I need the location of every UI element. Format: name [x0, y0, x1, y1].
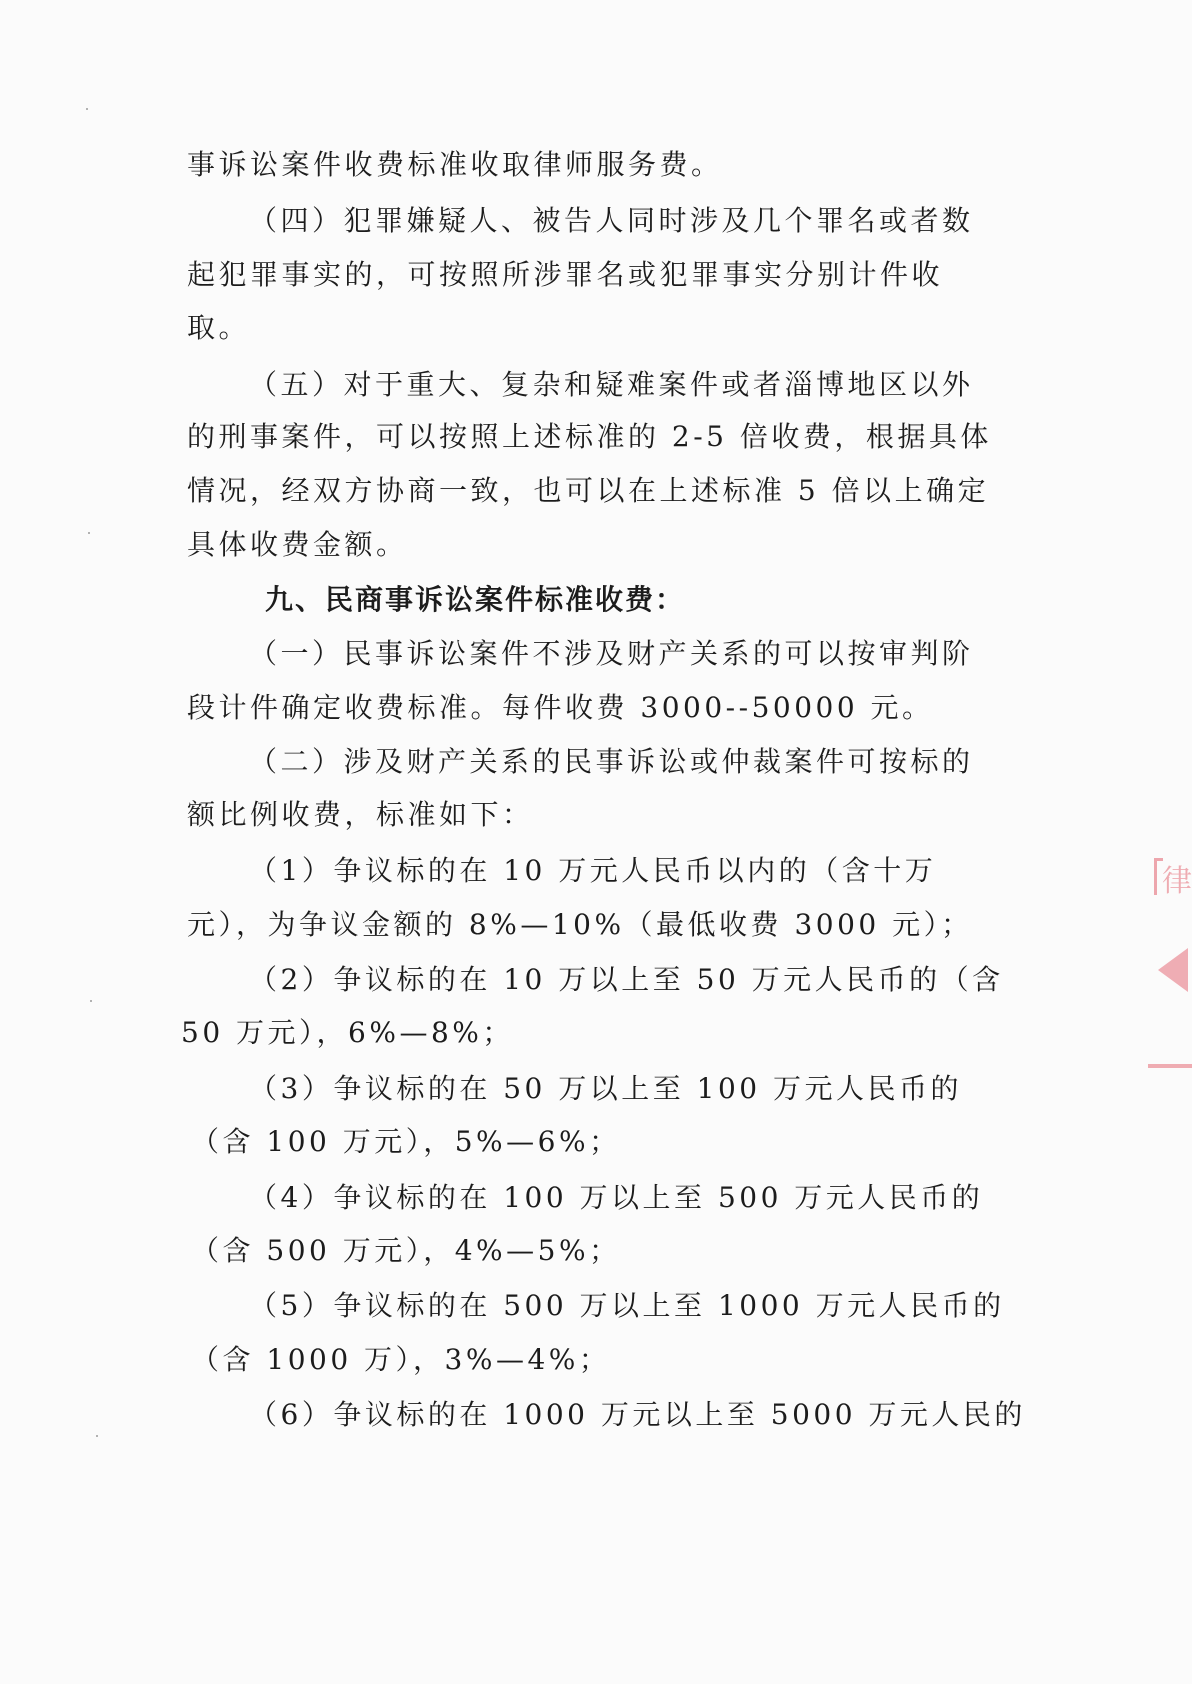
text-line: 事诉讼案件收费标准收取律师服务费。 — [187, 148, 723, 181]
list-item: （6）争议标的在 1000 万元以上至 5000 万元人民的 — [249, 1398, 1026, 1431]
text-line: 元），为争议金额的 8%—10%（最低收费 3000 元）； — [187, 908, 973, 941]
text-line: 取。 — [187, 311, 251, 344]
list-item: （4）争议标的在 100 万以上至 500 万元人民币的 — [249, 1181, 984, 1214]
text-line: （一）民事诉讼案件不涉及财产关系的可以按审判阶 — [249, 637, 974, 670]
text-line: 段计件确定收费标准。每件收费 3000--50000 元。 — [187, 691, 934, 724]
list-item: （1）争议标的在 10 万元人民币以内的（含十万 — [249, 854, 937, 887]
text-line: （四）犯罪嫌疑人、被告人同时涉及几个罪名或者数 — [249, 204, 974, 237]
list-item: （5）争议标的在 500 万以上至 1000 万元人民币的 — [249, 1289, 1005, 1322]
text-line: （五）对于重大、复杂和疑难案件或者淄博地区以外 — [249, 368, 974, 401]
text-line: （含 100 万元），5%—6%； — [191, 1125, 621, 1158]
text-line: 额比例收费，标准如下： — [187, 798, 534, 831]
text-line: （含 1000 万），3%—4%； — [191, 1343, 611, 1376]
seal-star-icon — [1158, 948, 1188, 992]
text-line: 具体收费金额。 — [187, 528, 408, 561]
text-line: 的刑事案件，可以按照上述标准的 2-5 倍收费，根据具体 — [187, 420, 992, 453]
section-heading: 九、民商事诉讼案件标准收费： — [265, 583, 686, 616]
list-item: （3）争议标的在 50 万以上至 100 万元人民币的 — [249, 1072, 962, 1105]
scan-speck — [96, 1435, 98, 1437]
red-seal-fragment — [1148, 838, 1192, 1078]
text-line: 情况，经双方协商一致，也可以在上述标准 5 倍以上确定 — [187, 474, 990, 507]
text-line: 起犯罪事实的，可按照所涉罪名或犯罪事实分别计件收 — [187, 258, 944, 291]
text-line: 50 万元），6%—8%； — [181, 1016, 514, 1049]
scan-speck — [88, 532, 90, 534]
list-item: （2）争议标的在 10 万以上至 50 万元人民币的（含 — [249, 963, 1004, 996]
seal-border — [1148, 1064, 1192, 1068]
text-line: （含 500 万元），4%—5%； — [191, 1234, 621, 1267]
scan-speck — [86, 108, 88, 110]
scan-speck — [90, 1000, 92, 1002]
text-line: （二）涉及财产关系的民事诉讼或仲裁案件可按标的 — [249, 745, 974, 778]
seal-char: 律 — [1162, 864, 1192, 899]
